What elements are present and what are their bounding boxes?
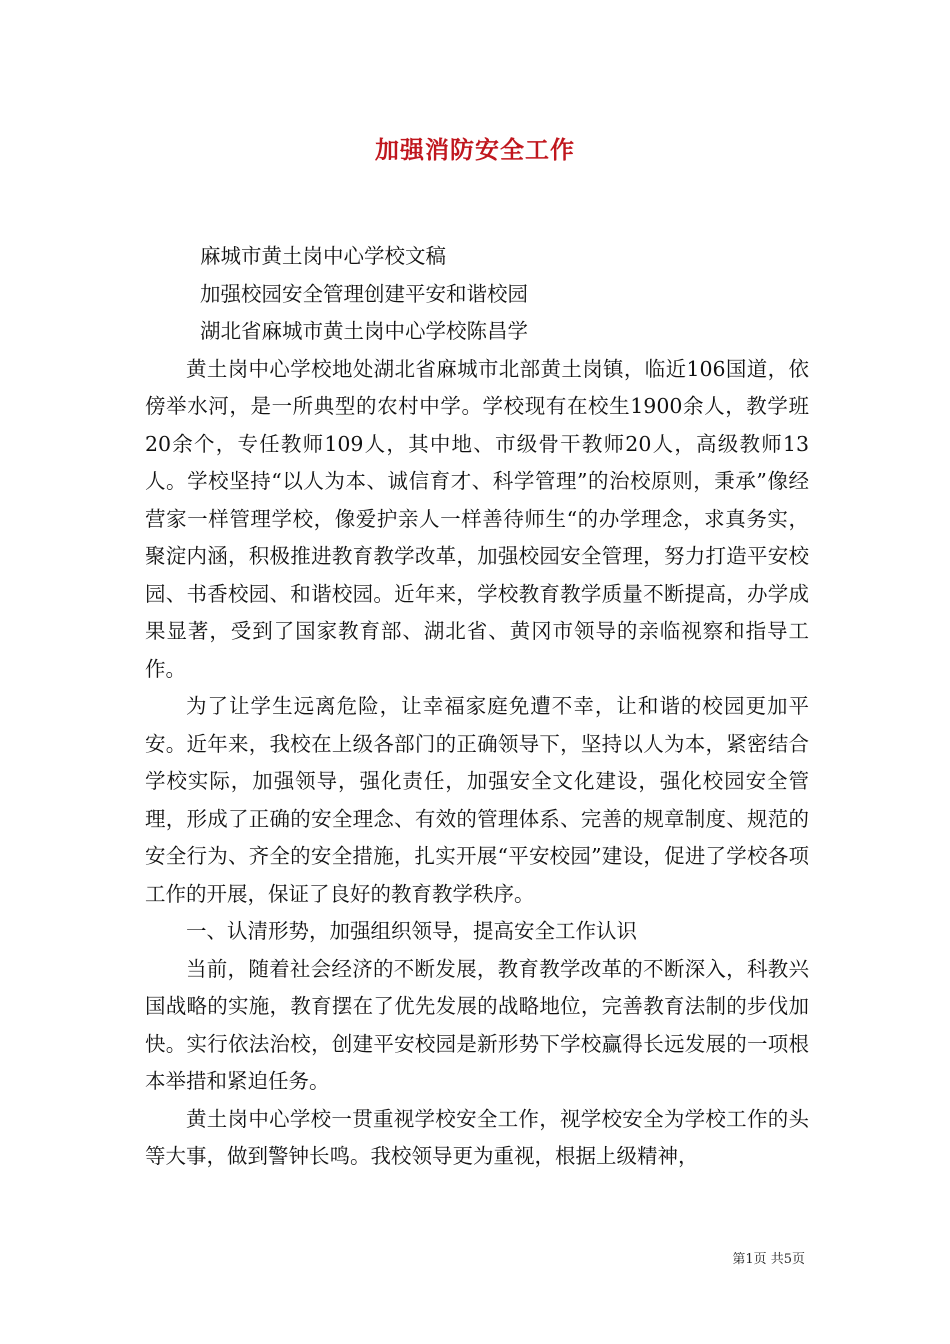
document-body: [145, 238, 809, 1176]
subtitle-line: 加强校园安全管理创建平安和谐校园: [200, 281, 528, 306]
paragraph: 当前，随着社会经济的不断发展，教育教学改革的不断深入，科教兴国战略的实施，教育摆在了优先发展的战略地位，完善教育法制的步伐加快。实行依法治校，创建平安校园是新形势下学校赢得长远发展的一项根本举措和紧迫任务。: [145, 956, 809, 1093]
source-line: 麻城市黄土岗中心学校文稿: [200, 244, 446, 268]
paragraph: 黄土岗中心学校地处湖北省麻城市北部黄土岗镇，临近106国道，依傍举水河，是一所典型的农村中学。学校现有在校生1900余人，教学班20余个，专任教师109人，其中地、市级骨干教师20人，高级教师13人。学校坚持“以人为本、诚信育才、科学管理”的治校原则，秉承”像经营家一样管理学校，像爱护亲人一样善待师生“的办学理念，求真务实，聚淀内涵，积极推进教育教学改革，加强校园安全管理，努力打造平安校园、书香校园、和谐校园。近年来，学校教育教学质量不断提高，办学成果显著，受到了国家教育部、湖北省、黄冈市领导的亲临视察和指导工作。: [145, 356, 809, 681]
page-number: 第1页 共5页: [732, 1252, 805, 1267]
paragraph: 为了让学生远离危险，让幸福家庭免遭不幸，让和谐的校园更加平安。近年来，我校在上级各部门的正确领导下，坚持以人为本，紧密结合学校实际，加强领导，强化责任，加强安全文化建设，强化校园安全管理，形成了正确的安全理念、有效的管理体系、完善的规章制度、规范的安全行为、齐全的安全措施，扎实开展“平安校园”建设，促进了学校各项工作的开展，保证了良好的教育教学秩序。: [145, 694, 809, 906]
author-line: 湖北省麻城市黄土岗中心学校陈昌学: [200, 319, 528, 343]
page-title: 加强消防安全工作: [375, 135, 575, 164]
paragraph: 黄土岗中心学校一贯重视学校安全工作，视学校安全为学校工作的头等大事，做到警钟长鸣。我校领导更为重视，根据上级精神，: [145, 1106, 809, 1168]
section-heading: 一、认清形势，加强组织领导，提高安全工作认识: [186, 919, 637, 943]
